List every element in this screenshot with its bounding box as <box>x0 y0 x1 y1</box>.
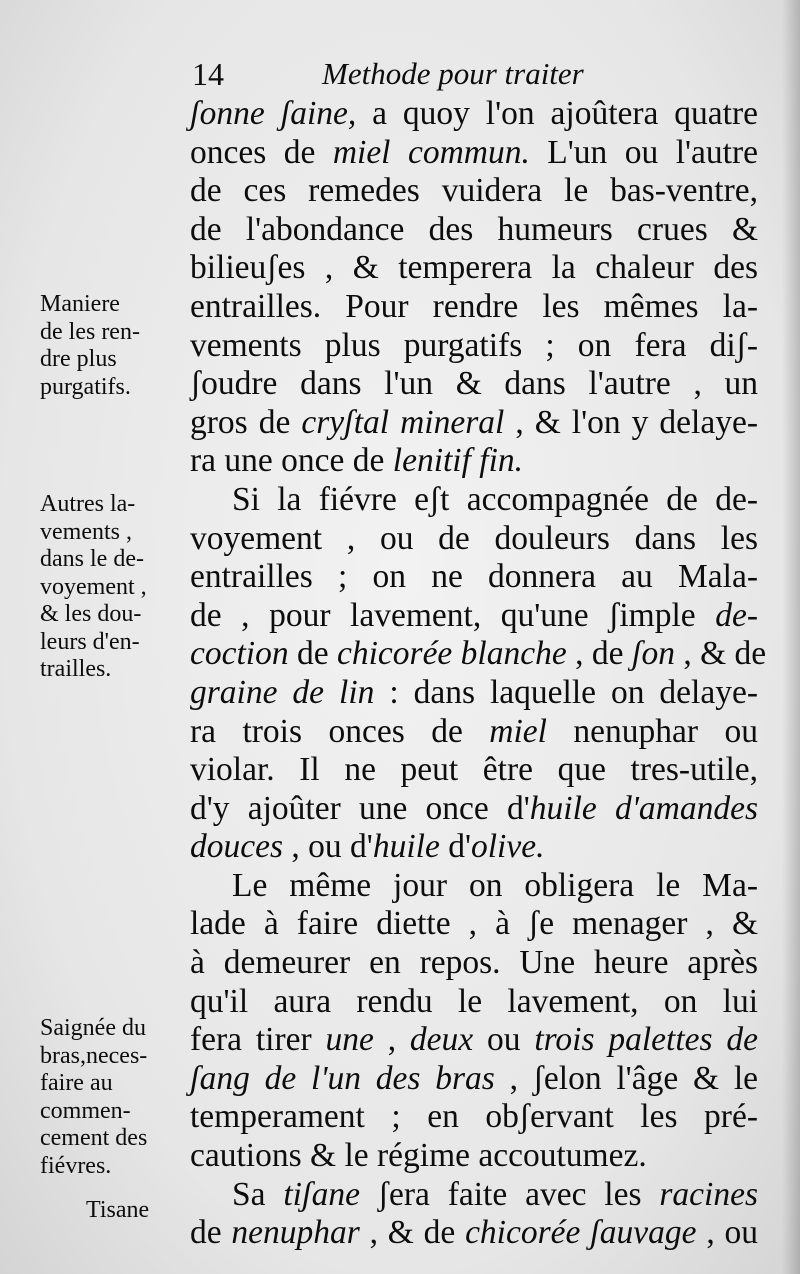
margin-note-line: Tisane <box>86 1197 150 1223</box>
italic-segment: ʃon <box>631 635 675 673</box>
italic-segment: miel <box>489 712 547 750</box>
italic-segment: lenitif fin. <box>392 442 524 480</box>
text-line <box>190 95 758 134</box>
text-segment: cautions & le régime accoutumez. <box>190 1137 647 1175</box>
text-line <box>190 1021 758 1060</box>
italic-segment: graine de lin <box>190 673 375 711</box>
margin-note-line: trailles. <box>40 656 112 682</box>
italic-segment: deux <box>409 1021 474 1059</box>
margin-note-line: Saignée du <box>40 1015 146 1041</box>
margin-note-line: de les ren- <box>40 318 140 345</box>
text-line <box>190 867 758 906</box>
margin-note-line: dans le de- <box>40 546 144 572</box>
text-segment: fera tirer <box>190 1021 326 1059</box>
text-segment: ra trois onces de <box>190 712 490 750</box>
text-segment: , ʃelon l'âge & le <box>494 1059 758 1097</box>
text-segment: : dans laquelle on delaye- <box>374 673 758 711</box>
text-segment: qu'il aura rendu le lavement, on lui <box>190 982 758 1020</box>
text-segment: ʃoudre dans l'un & dans l'autre , un <box>190 365 758 403</box>
text-line <box>190 520 758 559</box>
margin-note-line: Maniere <box>40 291 120 317</box>
margin-note-line: bras,neces- <box>40 1042 148 1069</box>
text-line <box>190 365 758 404</box>
italic-segment: huile d'amandes <box>529 789 759 827</box>
text-segment: à demeurer en repos. Une heure après <box>190 944 758 982</box>
text-segment: de <box>190 1214 232 1252</box>
text-segment: a quoy l'on ajoûtera quatre <box>356 95 758 132</box>
text-line <box>190 1214 758 1253</box>
margin-note-line: fiévres. <box>40 1152 112 1179</box>
text-segment: Sa <box>232 1175 284 1213</box>
italic-segment: huile <box>372 828 440 866</box>
text-line <box>190 288 758 327</box>
text-segment: , de <box>566 635 632 673</box>
text-segment: d'y ajoûter une once d' <box>190 789 530 827</box>
text-segment: de l'abondance des humeurs crues & <box>190 210 758 248</box>
text-line <box>190 983 758 1022</box>
text-segment: gros de <box>190 403 302 441</box>
text-segment: onces de <box>190 133 333 171</box>
margin-note-line: commen- <box>40 1097 131 1124</box>
main-text <box>190 95 767 1253</box>
margin-note-line: cement des <box>40 1125 148 1151</box>
text-line <box>190 404 758 443</box>
text-segment: ʃera faite avec les <box>359 1175 660 1213</box>
margin-note-autres-lavements <box>40 491 190 684</box>
text-segment: bilieuʃes , & temperera la chaleur des <box>190 249 758 287</box>
text-line <box>190 674 758 713</box>
text-segment: entrailles. Pour rendre les mêmes la- <box>190 287 758 325</box>
text-segment: temperament ; en obʃervant les pré- <box>190 1098 758 1136</box>
text-segment: , ou <box>696 1214 758 1252</box>
page-edge-shadow <box>782 0 800 1274</box>
italic-segment: une <box>325 1021 374 1059</box>
text-line <box>190 172 758 211</box>
margin-note-line: Autres la- <box>40 491 136 517</box>
italic-segment: ʃonne ʃaine, <box>190 95 357 132</box>
margin-note-line: voyement , <box>40 573 147 600</box>
text-segment: , & de <box>359 1214 466 1252</box>
text-line <box>190 944 758 983</box>
text-line <box>190 597 758 636</box>
text-segment: ra une once de <box>190 442 393 480</box>
italic-segment: de- <box>715 596 758 634</box>
italic-segment: miel commun. <box>332 133 530 171</box>
text-segment: de <box>288 635 337 673</box>
text-line <box>190 134 758 173</box>
italic-segment: nenuphar <box>231 1214 360 1252</box>
italic-segment: cryʃtal mineral <box>301 403 505 441</box>
text-line <box>190 790 758 829</box>
text-segment: Le même jour on obligera le Ma- <box>232 866 758 904</box>
page-header <box>190 52 750 94</box>
text-line <box>190 751 758 790</box>
text-line <box>190 558 758 597</box>
margin-note-maniere <box>40 291 190 401</box>
text-segment: Si la fiévre eʃt accompagnée de de- <box>232 480 758 518</box>
text-line <box>190 249 758 288</box>
text-segment: L'un ou l'autre <box>529 133 758 171</box>
margin-note-line: faire au <box>40 1070 113 1096</box>
text-line <box>190 327 758 366</box>
text-segment: entrailles ; on ne donnera au Mala- <box>190 558 758 596</box>
text-line <box>190 211 758 250</box>
italic-segment: chicorée ʃauvage <box>465 1214 697 1252</box>
margin-note-line: leurs d'en- <box>40 628 140 655</box>
text-line <box>190 713 758 752</box>
text-segment: lade à faire diette , à ʃe menager , & <box>190 905 758 943</box>
text-line <box>190 1137 758 1176</box>
text-line <box>190 635 767 674</box>
text-segment: vements plus purgatifs ; on fera diʃ- <box>190 326 758 364</box>
text-line <box>190 442 758 481</box>
text-segment: de ces remedes vuidera le bas-ventre, <box>190 172 758 210</box>
italic-segment: douces <box>190 828 284 866</box>
margin-note-line: vements , <box>40 518 132 545</box>
text-segment: nenuphar ou <box>546 712 758 750</box>
margin-note-line: dre plus <box>40 346 117 372</box>
margin-note-line: & les dou- <box>40 601 142 627</box>
text-line <box>190 1098 758 1137</box>
running-title: Methode pour traiter <box>322 56 584 91</box>
text-segment: , & l'on y delaye- <box>504 403 758 441</box>
text-segment: d' <box>439 828 471 866</box>
page-number: 14 <box>192 56 224 92</box>
italic-segment: trois palettes de <box>534 1021 758 1059</box>
italic-segment: coction <box>190 635 289 673</box>
italic-segment: ʃang de l'un des bras <box>190 1059 495 1097</box>
margin-note-line: purgatifs. <box>40 373 131 400</box>
italic-segment: racines <box>659 1175 758 1213</box>
text-line <box>190 1060 758 1099</box>
text-line <box>190 905 758 944</box>
text-segment: voyement , ou de douleurs dans les <box>190 519 758 557</box>
text-line <box>190 481 758 520</box>
text-line <box>190 1176 758 1215</box>
text-segment: de , pour lavement, qu'une ʃimple <box>190 596 716 634</box>
text-segment: ou <box>473 1021 535 1059</box>
text-segment: violar. Il ne peut être que tres-utile, <box>190 751 758 789</box>
text-line <box>190 828 758 867</box>
text-segment: , ou d' <box>283 828 373 866</box>
text-segment: , & de <box>674 635 767 673</box>
text-segment: , <box>373 1021 410 1059</box>
italic-segment: olive. <box>470 828 545 866</box>
italic-segment: chicorée blanche <box>336 635 567 673</box>
italic-segment: tiʃane <box>283 1175 360 1213</box>
margin-note-saignee <box>40 1015 190 1180</box>
